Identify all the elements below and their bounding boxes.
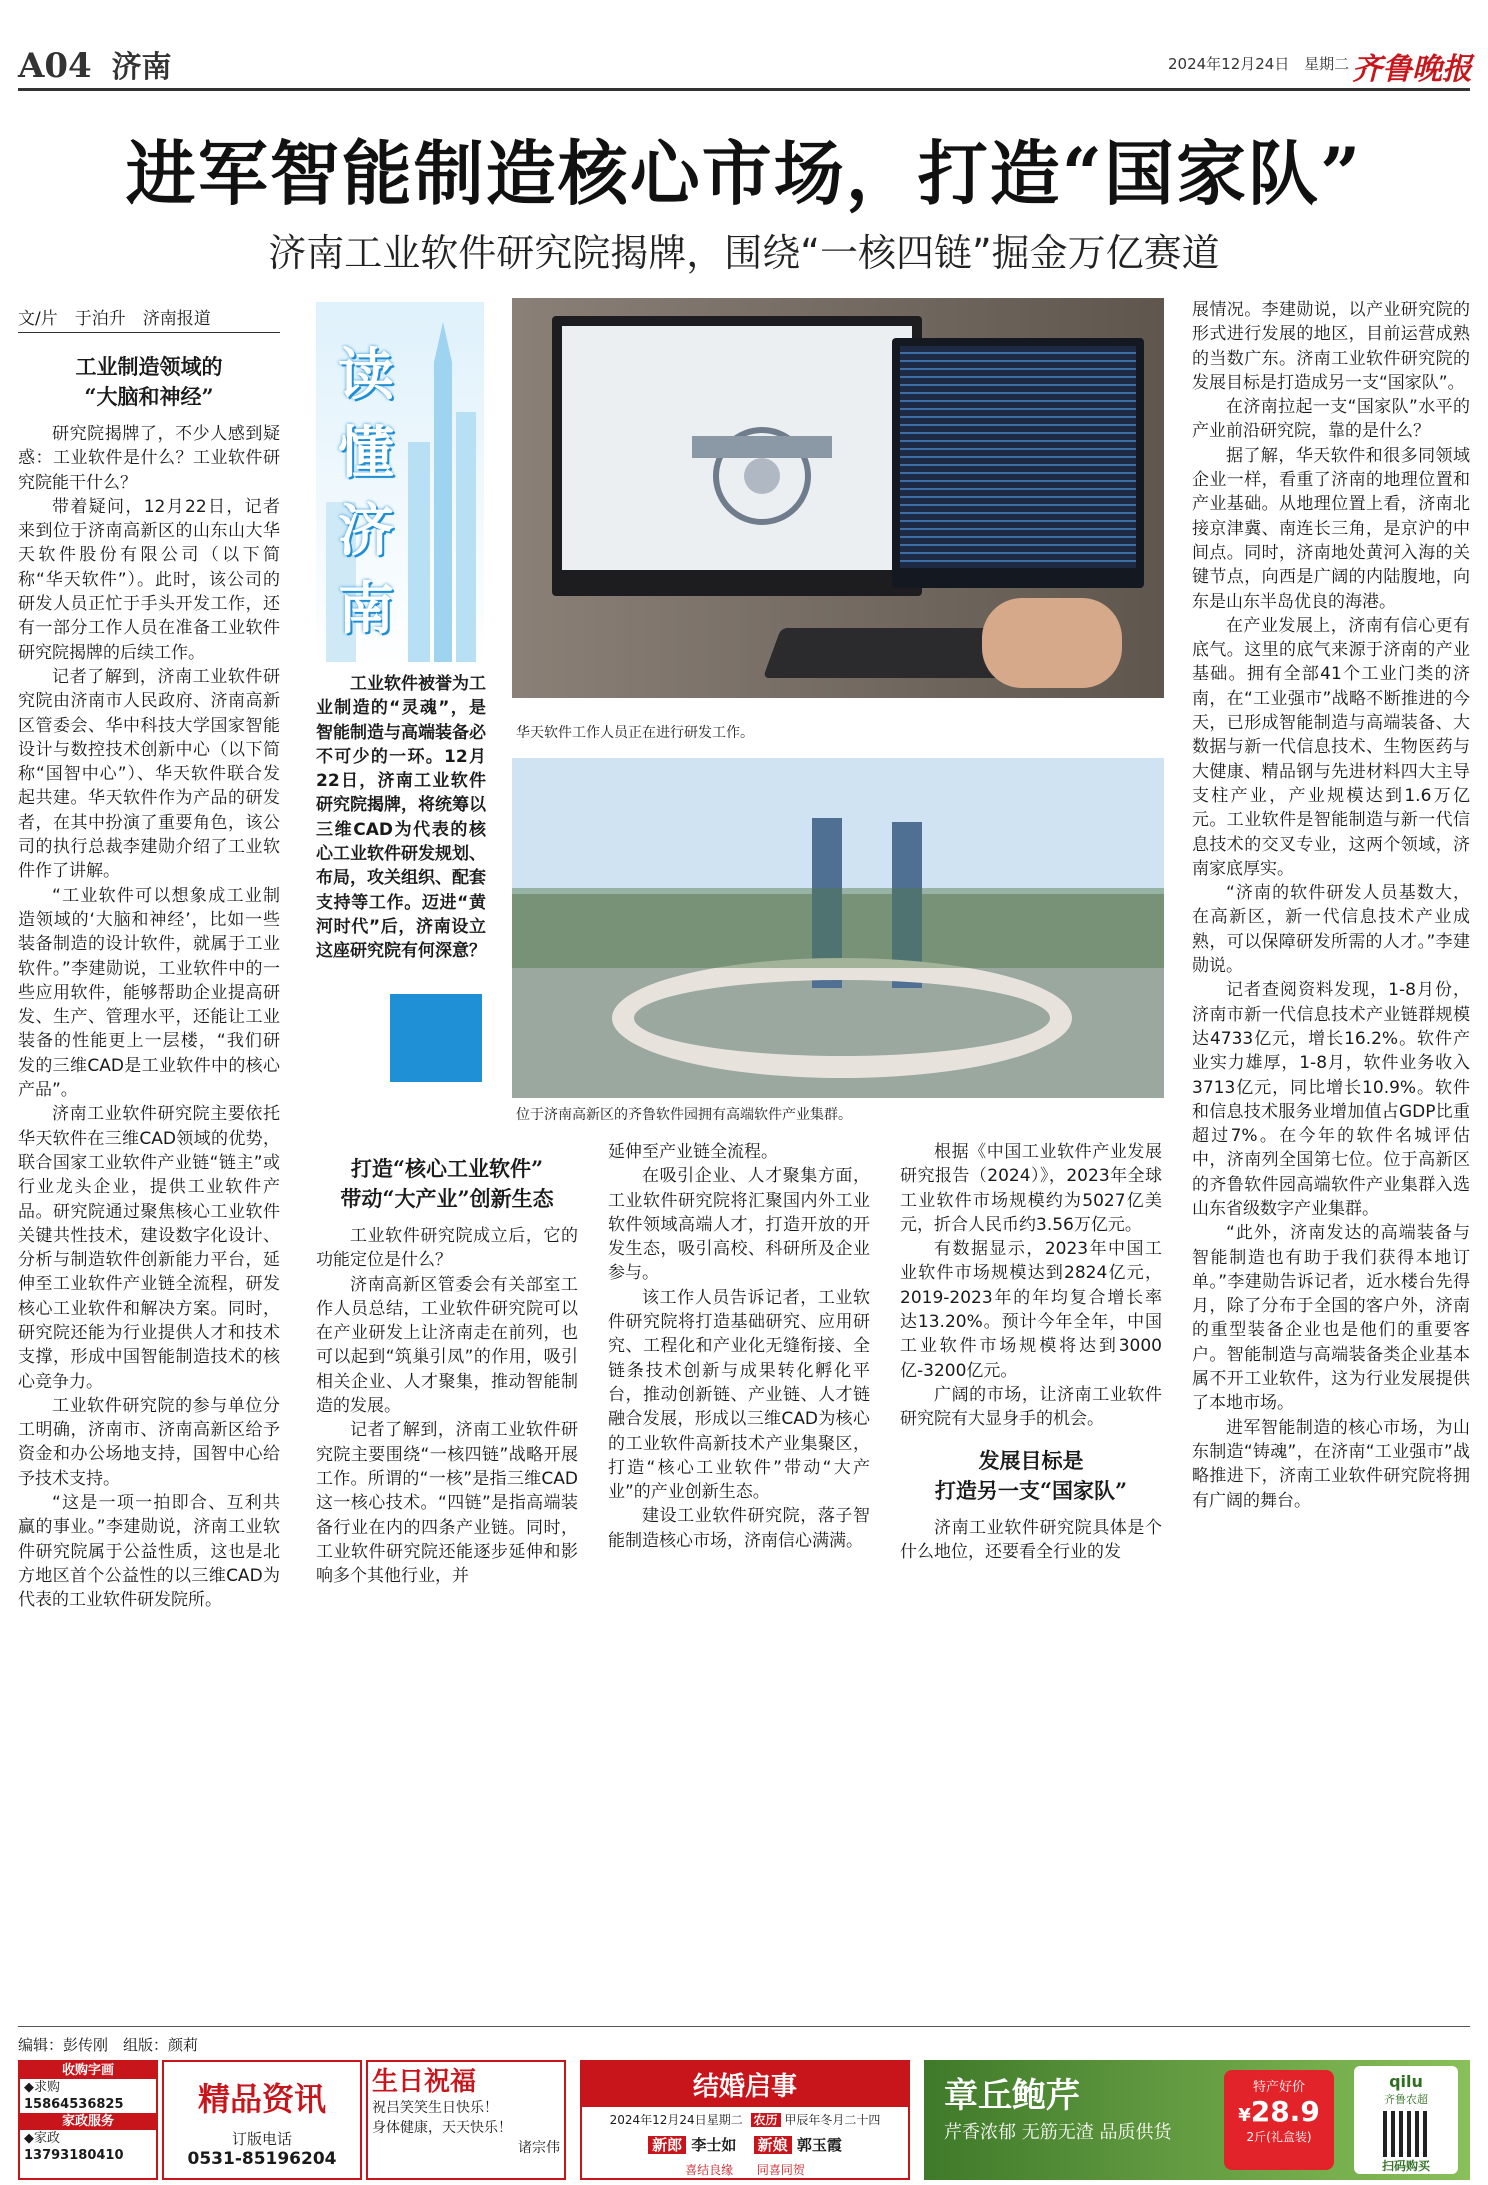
ad-classified <box>18 2060 158 2180</box>
column-1 <box>18 352 280 1613</box>
photo2-caption: 位于济南高新区的齐鲁软件园拥有高端软件产业集群。 <box>516 1107 852 1123</box>
hand <box>982 598 1122 688</box>
tag-calligraphy: 收购字画 <box>20 2062 156 2079</box>
paragraph: 有数据显示，2023年中国工业软件市场规模达到2824亿元，2019-2023年的年均复合增长率达13.20%。预计今年全年，中国工业软件市场规模将达到3000亿-3200亿元。 <box>900 1239 1162 1381</box>
qr-code-icon <box>1383 2111 1429 2157</box>
paragraph: 根据《中国工业软件产业发展研究报告（2024）》，2023年全球工业软件市场规模约为5027亿美元，折合人民币约3.56万亿元。 <box>900 1142 1162 1235</box>
byline: 文/片 于泊升 济南报道 <box>18 304 280 333</box>
tel-buy: 15864536825 <box>24 2097 124 2112</box>
wedding-title: 结婚启事 <box>582 2062 908 2107</box>
section3-title: 发展目标是 打造另一支“国家队” <box>934 1447 1128 1503</box>
groom-tag: 新郎 <box>648 2136 686 2154</box>
wedding-couple <box>582 2134 908 2155</box>
ring-building <box>612 958 1072 1078</box>
wedding-lunar: 甲辰年冬月二十四 <box>784 2113 881 2127</box>
lead: 工业软件被誉为工业制造的“灵魂”，是智能制造与高端装备必不可少的一环。12月22日，济南工业软件研究院揭牌，将统筹以三维CAD为代表的核心工业软件研发规划、布局，攻关组织、配套支持等工作。迈进“黄河时代”后，济南设立这座研究院有何深意？ <box>316 674 486 962</box>
column-4 <box>900 1140 1162 1564</box>
section2-col-a <box>316 1224 578 1588</box>
jingpin-label: 订版电话 <box>231 2130 292 2148</box>
paragraph: 研究院揭牌了，不少人感到疑惑：工业软件是什么？工业软件研究院能干什么？ <box>18 424 280 493</box>
photo-software-park <box>512 758 1164 1098</box>
item-buy: ◆求购 <box>24 2080 60 2095</box>
tel-housekeeping: 13793180410 <box>24 2148 124 2163</box>
ad-celery <box>924 2060 1470 2180</box>
header-rule <box>18 88 1470 91</box>
section3-col-c <box>900 1516 1162 1565</box>
paragraph: 在济南拉起一支“国家队”水平的产业前沿研究院，靠的是什么？ <box>1192 397 1470 442</box>
section1-title: 工业制造领域的 “大脑和神经” <box>75 354 223 409</box>
section2-title: 打造“核心工业软件” 带动“大产业”创新生态 <box>340 1156 554 1211</box>
item-housekeeping: ◆家政 <box>24 2131 60 2146</box>
wedding-footer <box>582 2161 908 2178</box>
celery-scan: 扫码购买 <box>1381 2159 1430 2173</box>
section1-body <box>18 422 280 1613</box>
wedding-lunar-tag: 农历 <box>751 2113 781 2127</box>
section-name: 济南 <box>111 50 172 85</box>
celery-price-symbol: ¥ <box>1238 2105 1251 2126</box>
section2-col-b-first: 延伸至产业链全流程。 <box>608 1142 778 1162</box>
section3-col-d <box>1192 395 1470 1513</box>
headline: 进军智能制造核心市场，打造“国家队” <box>125 132 1363 215</box>
section3-col-d-first: 展情况。李建勋说，以产业研究院的形式进行发展的地区，目前运营成熟的当数广东。济南工业软件研究院的发展目标是打造成另一支“国家队”。 <box>1192 300 1470 393</box>
wedding-footer-1: 喜结良缘 <box>685 2163 734 2177</box>
wedding-date: 2024年12月24日星期二 <box>609 2113 743 2127</box>
jingpin-phone: 0531-85196204 <box>187 2149 337 2169</box>
birthday-line1: 祝吕笑笑生日快乐！ <box>372 2100 498 2116</box>
greenery <box>512 888 1164 968</box>
cad-model-icon <box>662 396 862 546</box>
celery-price-row <box>1224 2095 1334 2128</box>
paragraph: 济南高新区管委会有关部室工作人员总结，工业软件研究院可以在产业研发上让济南走在前列，也可以起到“筑巢引凤”的作用，吸引相关企业、人才聚集，推动智能制造的发展。 <box>316 1274 578 1417</box>
column-5 <box>1192 298 1470 1513</box>
monitor-right <box>892 338 1144 588</box>
birthday-title: 生日祝福 <box>372 2067 477 2097</box>
birthday-sign: 诸宗伟 <box>518 2140 560 2156</box>
paragraph: 工业软件研究院的参与单位分工明确，济南市、济南高新区给予资金和办公场地支持，国智中心给予技术支持。 <box>18 1395 280 1489</box>
paragraph: 在吸引企业、人才聚集方面，工业软件研究院将汇聚国内外工业软件领域高端人才，打造开放的开发生态，吸引高校、科研所及企业参与。 <box>608 1166 870 1284</box>
celery-price: 28.9 <box>1250 2095 1320 2128</box>
page-number-text: A04 <box>18 46 92 86</box>
celery-title: 章丘鲍芹 <box>944 2076 1080 2116</box>
ad-jingpin <box>162 2060 362 2180</box>
celery-qr-box <box>1354 2066 1458 2174</box>
paragraph: 该工作人员告诉记者，工业软件研究院将打造基础研究、应用研究、工程化和产业化无缝衔接、全链条技术创新与成果转化孵化平台，推动创新链、产业链、人才链融合发展，形成以三维CAD为核心的工业软件高新技术产业集聚区，打造“核心工业软件”带动“大产业”的产业创新生态。 <box>608 1287 870 1503</box>
birthday-line2: 身体健康，天天快乐！ <box>372 2120 512 2136</box>
celery-spec: 2斤(礼盒装) <box>1246 2130 1312 2144</box>
column-3 <box>608 1140 870 1553</box>
date: 2024年12月24日 <box>1168 55 1290 73</box>
page-number <box>18 42 172 86</box>
bride-tag: 新娘 <box>754 2136 792 2154</box>
weekday: 星期二 <box>1304 55 1350 73</box>
paragraph: 进军智能制造的核心市场，为山东制造“铸魂”，在济南“工业强市”战略推进下，济南工业软件研究院将拥有广阔的舞台。 <box>1192 1417 1470 1511</box>
celery-brand: qilu <box>1389 2072 1423 2091</box>
paragraph: 在产业发展上，济南有信心更有底气。这里的底气来源于济南的产业基础。拥有全部41个工业门类的济南，在“工业强市”战略不断推进的今天，已形成智能制造与高端装备、大数据与新一代信息技术、生物医药与大健康、精品钢与先进材料四大主导支柱产业，产业规模达到1.6万亿元。工业软件是智能制造与新一代信息技术的交叉专业，这两个领域，济南家底厚实。 <box>1192 615 1470 879</box>
paragraph: “此外，济南发达的高端装备与智能制造也有助于我们获得本地订单。”李建勋告诉记者，近水楼台先得月，除了分布于全国的客户外，济南的重型装备企业也是他们的重要客户。智能制造与高端装备类企业基本属不开工业软件，这为行业发展提供了本地市场。 <box>1192 1223 1470 1414</box>
monitor-left <box>552 316 922 596</box>
column-tag-box <box>316 302 484 670</box>
section2-col-c <box>900 1140 1162 1432</box>
bride-name: 郭玉霞 <box>796 2136 842 2154</box>
footer-rule <box>18 2026 1470 2027</box>
wedding-footer-2: 同喜同贺 <box>756 2163 805 2177</box>
subheadline: 济南工业软件研究院揭牌，围绕“一核四链”掘金万亿赛道 <box>268 231 1220 275</box>
paper-logo: 齐鲁晚报 <box>1352 52 1472 87</box>
paragraph: 带着疑问，12月22日，记者来到位于济南高新区的山东山大华天软件股份有限公司（以下简称“华天软件”）。此时，该公司的研发人员正忙于手头开发工作，还有一部分工作人员在准备工业软件研究院揭牌的后续工作。 <box>18 496 280 663</box>
celery-price-box <box>1224 2070 1334 2170</box>
paragraph: 建设工业软件研究院，落子智能制造核心市场，济南信心满满。 <box>608 1506 870 1551</box>
ad-area <box>18 2060 1470 2180</box>
editor-line: 编辑：彭传刚 组版：颜莉 <box>18 2036 199 2054</box>
paragraph: “工业软件可以想象成工业制造领域的‘大脑和神经’，比如一些装备制造的设计软件，就属于工业软件。”李建勋说，工业软件中的一些应用软件，能够帮助企业提高研发、生产、管理水平，还能让工业装备的性能更上一层楼，“我们研发的三维CAD是工业软件中的核心产品”。 <box>18 885 280 1101</box>
celery-slogan: 芹香浓郁 无筋无渣 品质供货 <box>944 2122 1172 2143</box>
tag-housekeeping: 家政服务 <box>20 2113 156 2130</box>
paragraph: “济南的软件研发人员基数大，在高新区，新一代信息技术产业成熟，可以保障研发所需的人才。”李建勋说。 <box>1192 883 1470 977</box>
paragraph: 记者了解到，济南工业软件研究院由济南市人民政府、济南高新区管委会、华中科技大学国家智能设计与数控技术创新中心（以下简称“国智中心”）、华天软件联合发起共建。华天软件作为产品的研发者，在其中扮演了重要角色，该公司的执行总裁李建勋介绍了工业软件作了讲解。 <box>18 666 280 882</box>
paragraph: 据了解，华天软件和很多同领域企业一样，看重了济南的地理位置和产业基础。从地理位置上看，济南北接京津冀、南连长三角，是京沪的中间点。同时，济南地处黄河入海的关键节点，向西是广阔的内陆腹地，向东是山东半岛优良的海港。 <box>1192 445 1470 612</box>
jingpin-title: 精品资讯 <box>197 2080 326 2118</box>
paragraph: 济南工业软件研究院主要依托华天软件在三维CAD领域的优势，联合国家工业软件产业链“链主”或行业龙头企业，提供工业软件产品。研究院通过聚焦核心工业软件关键共性技术，建设数字化设计、分析与制造软件创新能力平台，延伸至工业软件产业链全流程，研发核心工业软件和解决方案。同时，研究院还能为行业提供人才和技术支撑，形成中国智能制造技术的核心竞争力。 <box>18 1104 280 1392</box>
paragraph: “这是一项一拍即合、互利共赢的事业。”李建勋说，济南工业软件研究院属于公益性质，这也是北方地区首个公益性的以三维CAD为代表的工业软件研发院所。 <box>18 1493 280 1611</box>
section2-col-b <box>608 1164 870 1553</box>
paragraph: 广阔的市场，让济南工业软件研究院有大显身手的机会。 <box>900 1384 1162 1430</box>
ad-birthday <box>366 2060 566 2180</box>
paragraph: 工业软件研究院成立后，它的功能定位是什么？ <box>316 1226 578 1271</box>
paragraph: 济南工业软件研究院具体是个什么地位，还要看全行业的发 <box>900 1517 1162 1562</box>
celery-deal: 特产好价 <box>1252 2080 1305 2095</box>
wedding-date-row <box>582 2111 908 2128</box>
photo1-caption: 华天软件工作人员正在进行研发工作。 <box>516 725 754 741</box>
photo-software-workstation <box>512 298 1164 698</box>
groom-name: 李士如 <box>691 2136 737 2154</box>
column-tag: 读懂济南 <box>338 342 394 642</box>
celery-brand-sub: 齐鲁农超 <box>1384 2093 1428 2106</box>
paragraph: 记者了解到，济南工业软件研究院主要围绕“一核四链”战略开展工作。所谓的“一核”是指三维CAD这一核心技术。“四链”是指高端装备行业在内的四条产业链。同时，工业软件研究院还能逐步延伸和影响多个其他行业，并 <box>316 1420 578 1587</box>
column-2 <box>316 1140 578 1588</box>
paragraph: 记者查阅资料发现，1-8月份，济南市新一代信息技术产业链群规模达4733亿元，增长16.2%。软件产业实力雄厚，1-8月，软件业务收入3713亿元，同比增长10.9%。软件和信息技术服务业增加值占GDP比重超过7%。在今年的软件名城评估中，济南列全国第七位。位于高新区的齐鲁软件园高端软件产业集群入选山东省级数字产业集群。 <box>1192 980 1470 1219</box>
blue-decor-block <box>390 994 482 1082</box>
header-date <box>1168 53 1349 74</box>
ad-wedding <box>580 2060 910 2180</box>
